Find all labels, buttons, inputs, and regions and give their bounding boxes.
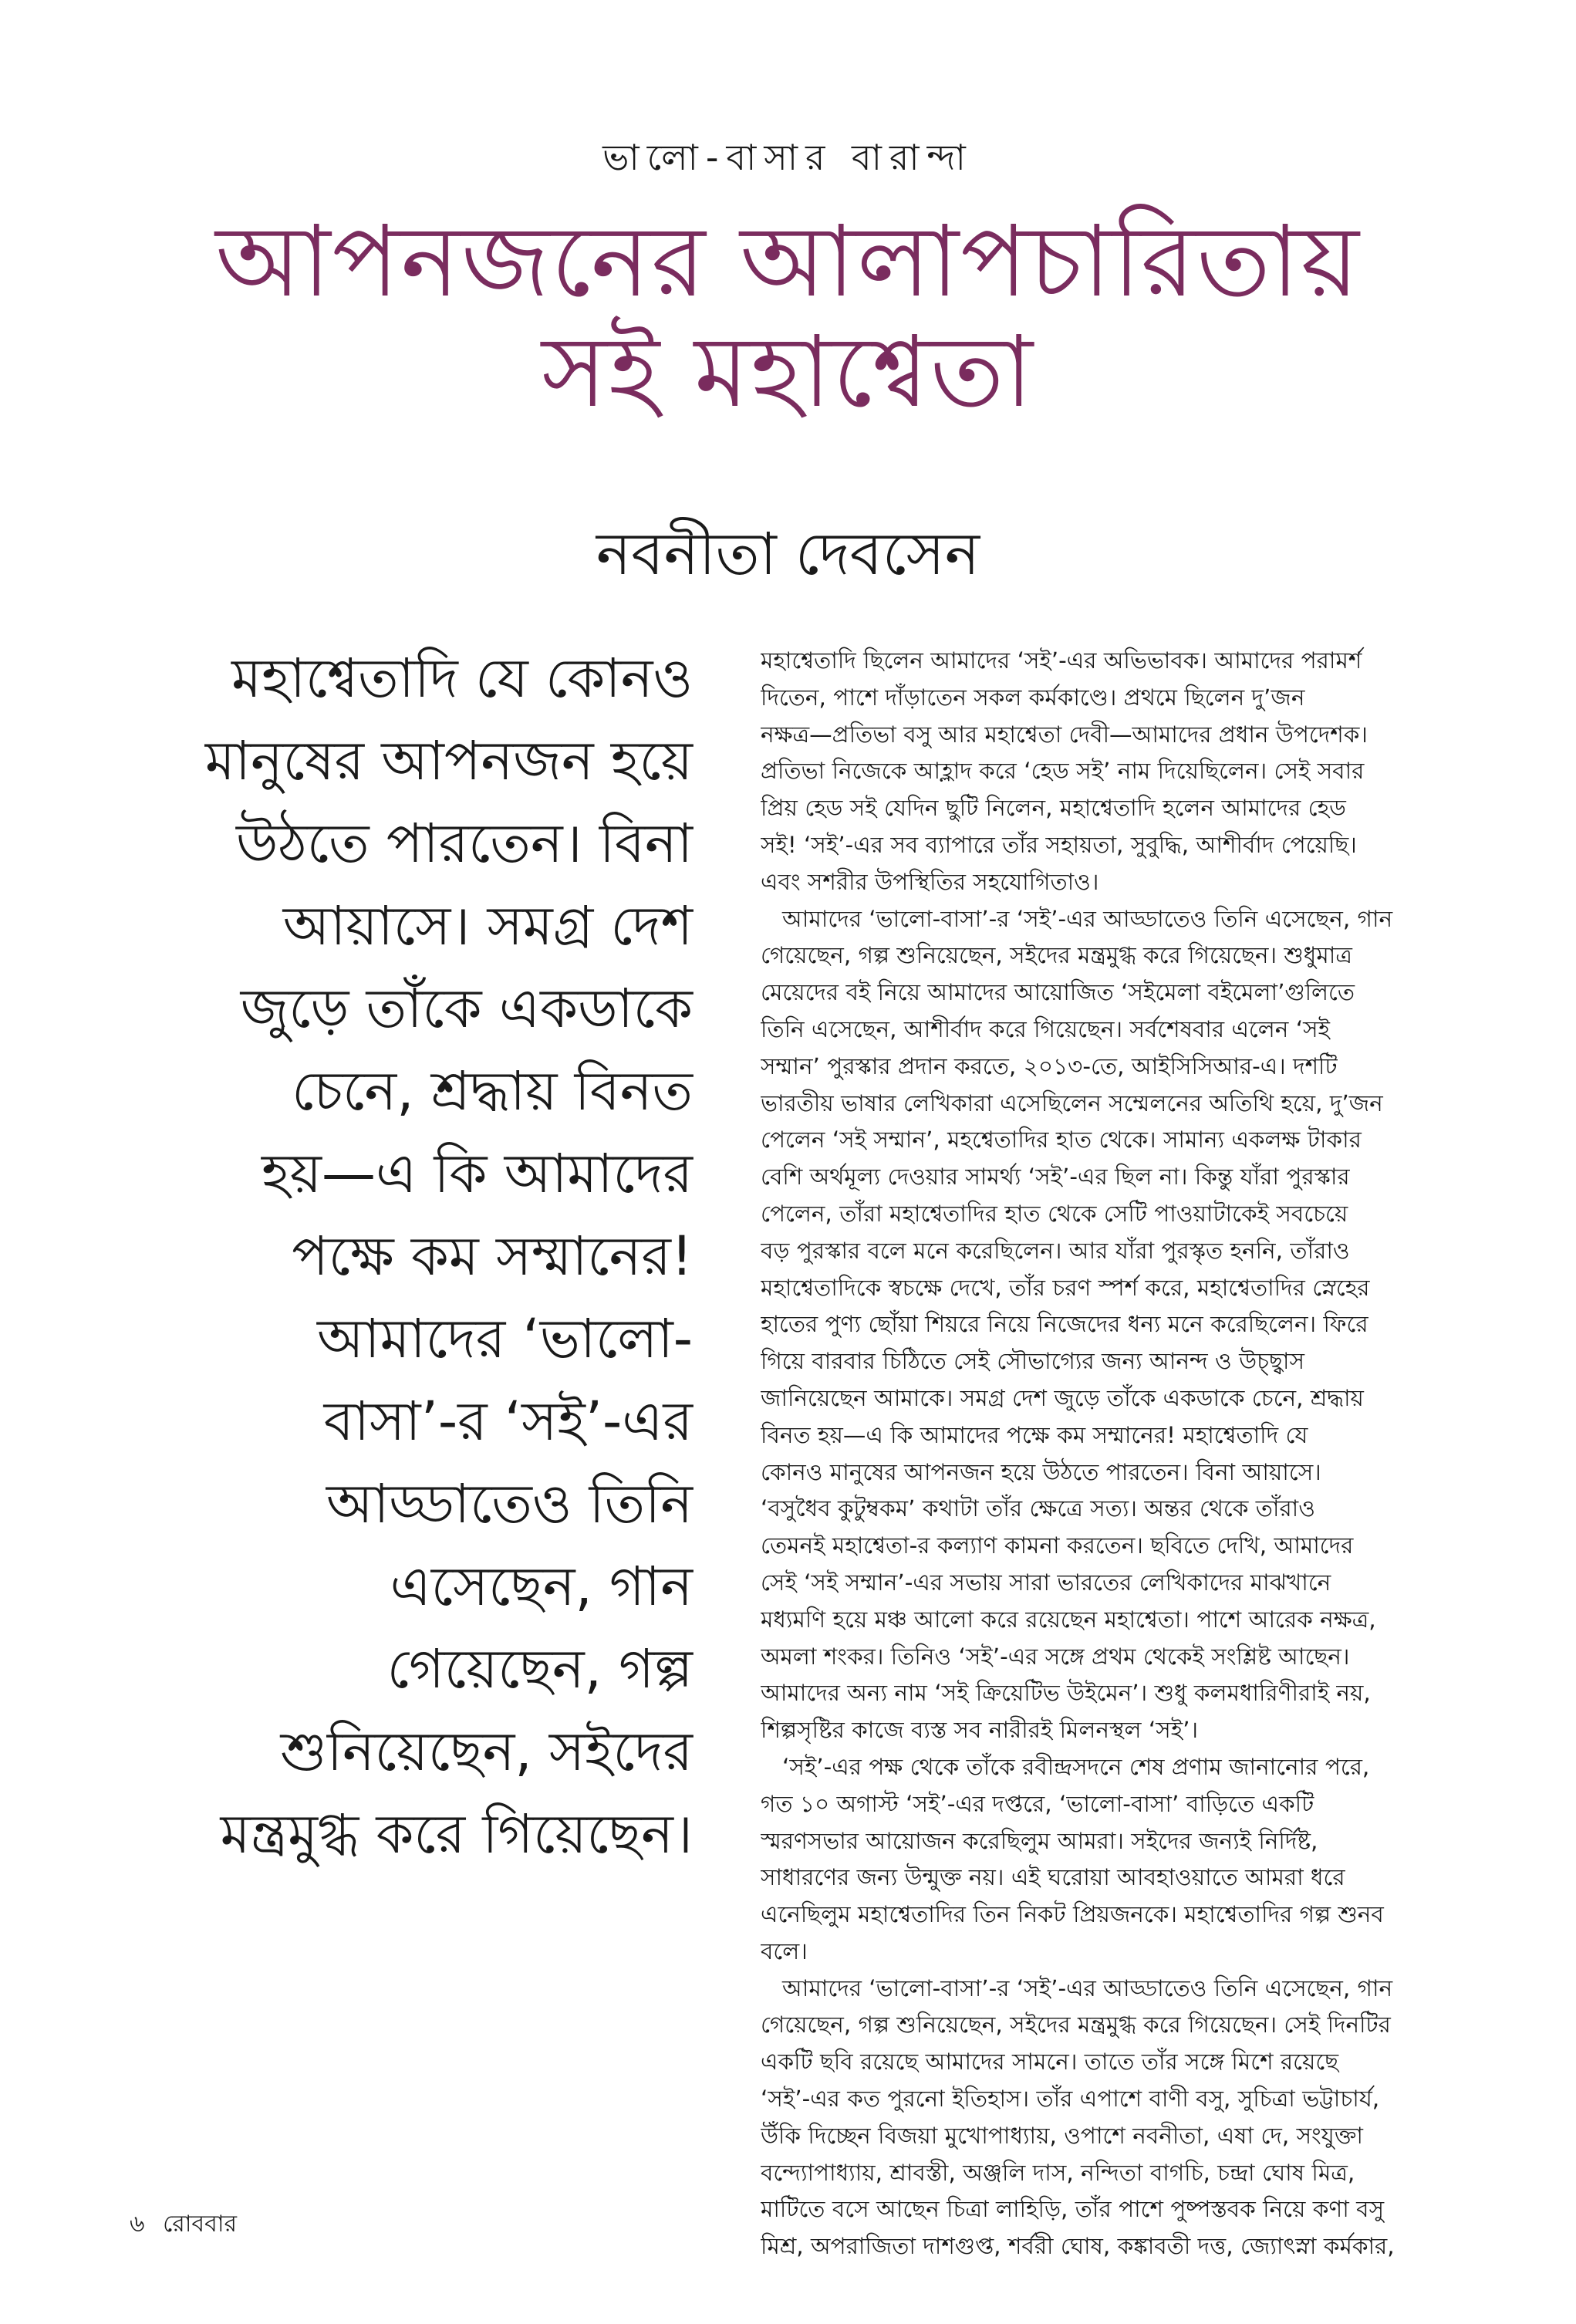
pull-quote-line: মহাশ্বেতাদি যে কোনও xyxy=(231,647,693,710)
body-line: মধ্যমণি হয়ে মঞ্চ আলো করে রয়েছেন মহাশ্বেতা। পাশে আরেক নক্ষত্র, xyxy=(761,1606,1376,1633)
body-line: সই! ‘সই’-এর সব ব্যাপারে তাঁর সহায়তা, সুবুদ্ধি, আশীর্বাদ পেয়েছি। xyxy=(761,831,1357,858)
body-line: ‘বসুধৈব কুটুম্বকম’ কথাটা তাঁর ক্ষেত্রে সত্য। অন্তর থেকে তাঁরাও xyxy=(761,1495,1315,1522)
pull-quote-line: জুড়ে তাঁকে একডাকে xyxy=(240,977,693,1040)
body-line: সেই ‘সই সম্মান’-এর সভায় সারা ভারতের লেখিকাদের মাঝখানে xyxy=(761,1569,1331,1596)
body-line: বড় পুরস্কার বলে মনে করেছিলেন। আর যাঁরা পুরস্কৃত হননি, তাঁরাও xyxy=(761,1237,1350,1264)
body-line: মহাশ্বেতাদি ছিলেন আমাদের ‘সই’-এর অভিভাবক। আমাদের পরামর্শ xyxy=(761,647,1362,674)
body-line: প্রতিভা নিজেকে আহ্লাদ করে ‘হেড সই’ নাম দিয়েছিলেন। সেই সবার xyxy=(761,758,1365,785)
body-line: এবং সশরীর উপস্থিতির সহযোগিতাও। xyxy=(761,868,1099,895)
body-line: পেলেন, তাঁরা মহাশ্বেতাদির হাত থেকে সেটি পাওয়াটাকেই সবচেয়ে xyxy=(761,1200,1348,1227)
article-body xyxy=(761,643,1439,2265)
body-line: ‘সই’-এর কত পুরনো ইতিহাস। তাঁর এপাশে বাণী বসু, সুচিত্রা ভট্টাচার্য, xyxy=(761,2086,1380,2113)
pull-quote-line: উঠতে পারতেন। বিনা xyxy=(236,812,693,875)
pull-quote-line: আয়াসে। সমগ্র দেশ xyxy=(282,894,693,958)
body-line: অমলা শংকর। তিনিও ‘সই’-এর সঙ্গে প্রথম থেকেই সংশ্লিষ্ট আছেন। xyxy=(761,1643,1350,1670)
article-title xyxy=(0,204,1576,431)
body-line: বলে। xyxy=(761,1937,808,1964)
body-line: স্মরণসভার আয়োজন করেছিলুম আমরা। সইদের জন্যই নির্দিষ্ট, xyxy=(761,1827,1318,1854)
pull-quote-line: শুনিয়েছেন, সইদের xyxy=(280,1720,693,1783)
body-line: আমাদের ‘ভালো-বাসা’-র ‘সই’-এর আড্ডাতেও তিনি এসেছেন, গান xyxy=(782,1974,1393,2001)
page-number: ৬ xyxy=(130,2211,145,2238)
body-line: এনেছিলুম মহাশ্বেতাদির তিন নিকট প্রিয়জনকে। মহাশ্বেতাদির গল্প শুনব xyxy=(761,1901,1384,1928)
body-line: দিতেন, পাশে দাঁড়াতেন সকল কর্মকাণ্ডে। প্রথমে ছিলেন দু’জন xyxy=(761,684,1305,711)
body-line: বেশি অর্থমূল্য দেওয়ার সামর্থ্য ‘সই’-এর ছিল না। কিন্তু যাঁরা পুরস্কার xyxy=(761,1164,1350,1191)
body-line: মেয়েদের বই নিয়ে আমাদের আয়োজিত ‘সইমেলা বইমেলা’গুলিতে xyxy=(761,979,1355,1006)
body-line: সম্মান’ পুরস্কার প্রদান করতে, ২০১৩-তে, আইসিসিআর-এ। দশটি xyxy=(761,1052,1338,1079)
body-line: তেমনই মহাশ্বেতা-র কল্যাণ কামনা করতেন। ছবিতে দেখি, আমাদের xyxy=(761,1532,1354,1559)
section-kicker: ভালো-বাসার বারান্দা xyxy=(602,137,974,178)
pull-quote-line: পক্ষে কম সম্মানের! xyxy=(292,1224,693,1288)
body-line: আমাদের ‘ভালো-বাসা’-র ‘সই’-এর আড্ডাতেও তিনি এসেছেন, গান xyxy=(782,905,1393,932)
publication-name: রোববার xyxy=(163,2211,238,2238)
body-line: নক্ষত্র—প্রতিভা বসু আর মহাশ্বেতা দেবী—আমাদের প্রধান উপদেশক। xyxy=(761,721,1368,748)
body-line: জানিয়েছেন আমাকে। সমগ্র দেশ জুড়ে তাঁকে একডাকে চেনে, শ্রদ্ধায় xyxy=(761,1384,1364,1411)
body-line: শিল্পসৃষ্টির কাজে ব্যস্ত সব নারীরই মিলনস্থল ‘সই’। xyxy=(761,1717,1199,1744)
pull-quote-line: বাসা’-র ‘সই’-এর xyxy=(323,1390,693,1453)
body-line: গেয়েছেন, গল্প শুনিয়েছেন, সইদের মন্ত্রমুগ্ধ করে গিয়েছেন। শুধুমাত্র xyxy=(761,942,1352,969)
pull-quote-line: হয়—এ কি আমাদের xyxy=(262,1142,693,1205)
body-line: গত ১০ অগাস্ট ‘সই’-এর দপ্তরে, ‘ভালো-বাসা’ বাড়িতে একটি xyxy=(761,1790,1314,1817)
pull-quote-line: মানুষের আপনজন হয়ে xyxy=(204,729,693,792)
title-line-2: সই মহাশ্বেতা xyxy=(542,315,1034,431)
pull-quote-line: আমাদের ‘ভালো- xyxy=(316,1307,693,1370)
pull-quote-line: গেয়েছেন, গল্প xyxy=(386,1637,693,1701)
pull-quote xyxy=(123,637,693,1876)
body-line: আমাদের অন্য নাম ‘সই ক্রিয়েটিভ উইমেন’। শুধু কলমধারিণীরাই নয়, xyxy=(761,1680,1371,1707)
body-line: কোনও মানুষের আপনজন হয়ে উঠতে পারতেন। বিনা আয়াসে। xyxy=(761,1458,1321,1485)
author-byline: নবনীতা দেবসেন xyxy=(596,519,980,588)
body-line: প্রিয় হেড সই যেদিন ছুটি নিলেন, মহাশ্বেতাদি হলেন আমাদের হেড xyxy=(761,795,1346,822)
body-line: ‘সই’-এর পক্ষ থেকে তাঁকে রবীন্দ্রসদনে শেষ প্রণাম জানানোর পরে, xyxy=(782,1753,1370,1780)
pull-quote-line: মন্ত্রমুগ্ধ করে গিয়েছেন। xyxy=(220,1802,693,1866)
body-line: হাতের পুণ্য ছোঁয়া শিয়রে নিয়ে নিজেদের ধন্য মনে করেছিলেন। ফিরে xyxy=(761,1311,1368,1338)
pull-quote-line: আড্ডাতেও তিনি xyxy=(326,1472,693,1535)
body-line: একটি ছবি রয়েছে আমাদের সামনে। তাতে তাঁর সঙ্গে মিশে রয়েছে xyxy=(761,2049,1339,2076)
body-line: তিনি এসেছেন, আশীর্বাদ করে গিয়েছেন। সর্বশেষবার এলেন ‘সই xyxy=(761,1015,1330,1042)
body-line: পেলেন ‘সই সম্মান’, মহশ্বেতাদির হাত থেকে। সামান্য একলক্ষ টাকার xyxy=(761,1127,1362,1154)
pull-quote-line: এসেছেন, গান xyxy=(390,1555,693,1618)
body-line: বিনত হয়—এ কি আমাদের পক্ষে কম সম্মানের! মহাশ্বেতাদি যে xyxy=(761,1421,1308,1448)
body-line: উঁকি দিচ্ছেন বিজয়া মুখোপাধ্যায়, ওপাশে নবনীতা, এষা দে, সংযুক্তা xyxy=(761,2122,1363,2149)
body-line: গেয়েছেন, গল্প শুনিয়েছেন, সইদের মন্ত্রমুগ্ধ করে গিয়েছেন। সেই দিনটির xyxy=(761,2012,1391,2039)
body-line: বন্দ্যোপাধ্যায়, শ্রাবস্তী, অঞ্জলি দাস, নন্দিতা বাগচি, চন্দ্রা ঘোষ মিত্র, xyxy=(761,2159,1355,2186)
body-line: মহাশ্বেতাদিকে স্বচক্ষে দেখে, তাঁর চরণ স্পর্শ করে, মহাশ্বেতাদির স্নেহের xyxy=(761,1274,1370,1301)
body-line: গিয়ে বারবার চিঠিতে সেই সৌভাগ্যের জন্য আনন্দ ও উচ্ছ্বাস xyxy=(761,1348,1304,1375)
body-line: ভারতীয় ভাষার লেখিকারা এসেছিলেন সম্মেলনের অতিথি হয়ে, দু’জন xyxy=(761,1089,1383,1116)
body-line: মাটিতে বসে আছেন চিত্রা লাহিড়ি, তাঁর পাশে পুষ্পস্তবক নিয়ে কণা বসু xyxy=(761,2196,1385,2223)
body-line: মিশ্র, অপরাজিতা দাশগুপ্ত, শর্বরী ঘোষ, কঙ্কাবতী দত্ত, জ্যোৎস্না কর্মকার, xyxy=(761,2233,1395,2260)
pull-quote-line: চেনে, শ্রদ্ধায় বিনত xyxy=(292,1059,693,1123)
title-line-1: আপনজনের আলাপচারিতায় xyxy=(215,204,1361,319)
body-line: সাধারণের জন্য উন্মুক্ত নয়। এই ঘরোয়া আবহাওয়াতে আমরা ধরে xyxy=(761,1864,1345,1891)
page-footer xyxy=(130,2205,248,2245)
